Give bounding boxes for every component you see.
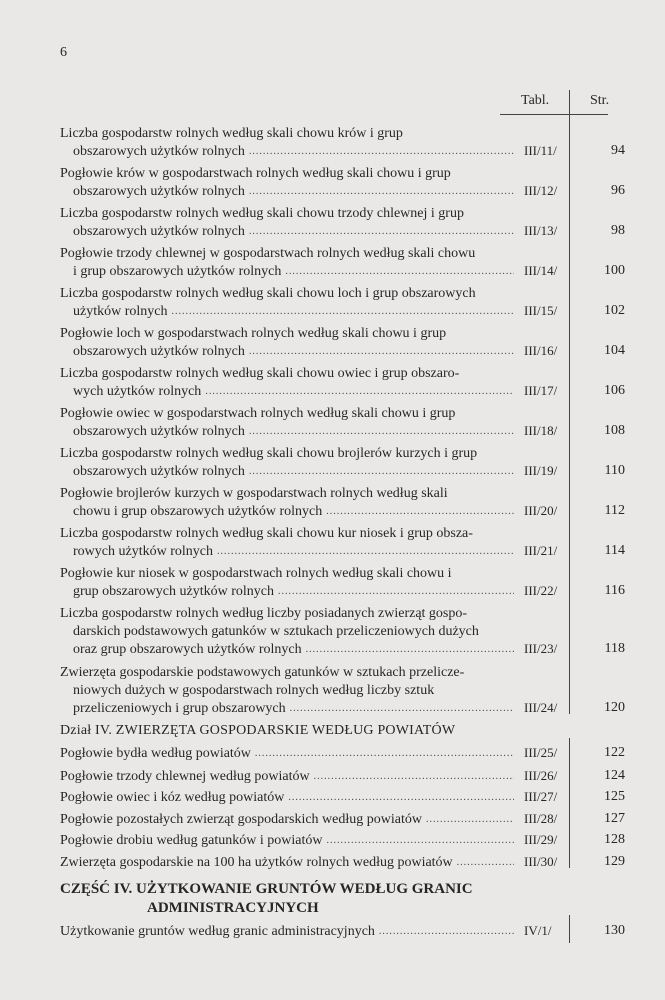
toc-entry (60, 445, 518, 481)
page-ref: 102 (604, 303, 625, 318)
toc-entry (60, 768, 518, 786)
toc-entry (60, 365, 518, 401)
table-number: III/17/ (524, 383, 558, 398)
table-number: III/28/ (524, 811, 558, 826)
leader-dots (249, 423, 514, 441)
table-number: III/19/ (524, 463, 558, 478)
leader-dots (288, 789, 514, 807)
page-ref: 110 (604, 463, 625, 478)
leader-dots (457, 854, 514, 872)
toc-entry (60, 245, 518, 281)
toc-entry (60, 405, 518, 441)
table-number: III/18/ (524, 423, 558, 438)
leader-dots (314, 768, 514, 786)
toc-entry-text: Liczba gospodarstw rolnych według liczby posiadanych zwierząt gospo- (60, 606, 468, 621)
toc-entry (60, 811, 518, 829)
table-number: III/11/ (524, 143, 557, 158)
toc-entry-text: Pogłowie loch w gospodarstwach rolnych według skali chowu i grup (60, 326, 447, 341)
leader-dots (278, 583, 514, 601)
toc-entry-text: i grup obszarowych użytków rolnych (73, 264, 282, 279)
page-ref: 94 (611, 143, 625, 158)
leader-dots (249, 343, 514, 361)
table-number: IV/1/ (524, 923, 552, 938)
table-number: III/30/ (524, 854, 558, 869)
toc-entry-text: użytków rolnych (73, 304, 168, 319)
toc-entry-text: niowych dużych w gospodarstwach rolnych według liczby sztuk (73, 683, 435, 698)
leader-dots (249, 223, 514, 241)
leader-dots (249, 183, 514, 201)
toc-entry-text: Liczba gospodarstw rolnych według skali chowu loch i grup obszarowych (60, 286, 476, 301)
toc-entry (60, 565, 518, 601)
toc-entry-text: Pogłowie brojlerów kurzych w gospodarstwach rolnych według skali (60, 486, 448, 501)
toc-entry (60, 325, 518, 361)
toc-entry (60, 525, 518, 561)
table-number: III/21/ (524, 543, 558, 558)
leader-dots (205, 383, 514, 401)
column-divider (569, 915, 570, 943)
leader-dots (290, 700, 514, 718)
table-number: III/12/ (524, 183, 558, 198)
toc-entry-text: Pogłowie trzody chlewnej według powiatów (60, 769, 310, 784)
leader-dots (379, 923, 514, 941)
toc-entry (60, 923, 518, 941)
page-ref: 129 (604, 854, 625, 869)
part-heading (60, 880, 473, 918)
column-divider (569, 738, 570, 868)
table-number: III/16/ (524, 343, 558, 358)
toc-entry-text: obszarowych użytków rolnych (73, 184, 245, 199)
table-number: III/26/ (524, 768, 558, 783)
toc-entry-text: przeliczeniowych i grup obszarowych (73, 701, 286, 716)
leader-dots (306, 641, 514, 659)
page-ref: 122 (604, 745, 625, 760)
toc-entry (60, 125, 518, 161)
page-ref: 127 (604, 811, 625, 826)
toc-entry-text: Pogłowie kur niosek w gospodarstwach rolnych według skali chowu i (60, 566, 452, 581)
table-number: III/22/ (524, 583, 558, 598)
page-ref: 120 (604, 700, 625, 715)
toc-entry-text: Liczba gospodarstw rolnych według skali chowu trzody chlewnej i grup (60, 206, 464, 221)
leader-dots (426, 811, 514, 829)
page-ref: 128 (604, 832, 625, 847)
toc-entry-text: Liczba gospodarstw rolnych według skali chowu owiec i grup obszaro- (60, 366, 460, 381)
toc-entry-text: Pogłowie drobiu według gatunków i powiatów (60, 833, 323, 848)
page-ref: 118 (604, 641, 625, 656)
table-number: III/29/ (524, 832, 558, 847)
page-ref: 116 (604, 583, 625, 598)
toc-entry-text: obszarowych użytków rolnych (73, 344, 245, 359)
toc-entry-text: Liczba gospodarstw rolnych według skali chowu kur niosek i grup obsza- (60, 526, 473, 541)
page-ref: 125 (604, 789, 625, 804)
table-number: III/23/ (524, 641, 558, 656)
column-header-str: Str. (590, 93, 610, 108)
toc-entry-text: wych użytków rolnych (73, 384, 202, 399)
toc-entry-text: Pogłowie krów w gospodarstwach rolnych według skali chowu i grup (60, 166, 451, 181)
table-number: III/27/ (524, 789, 558, 804)
toc-entry (60, 485, 518, 521)
toc-entry-text: Użytkowanie gruntów według granic administracyjnych (60, 924, 375, 939)
page-ref: 104 (604, 343, 625, 358)
column-divider (569, 90, 570, 714)
leader-dots (255, 745, 514, 763)
toc-entry-text: obszarowych użytków rolnych (73, 224, 245, 239)
toc-entry-text: Zwierzęta gospodarskie na 100 ha użytków rolnych według powiatów (60, 855, 453, 870)
toc-entry-text: Liczba gospodarstw rolnych według skali chowu brojlerów kurzych i grup (60, 446, 478, 461)
table-number: III/25/ (524, 745, 558, 760)
part-heading-line2: ADMINISTRACYJNYCH (147, 900, 319, 916)
page-ref: 106 (604, 383, 625, 398)
toc-entry (60, 165, 518, 201)
leader-dots (326, 503, 514, 521)
page-ref: 100 (604, 263, 625, 278)
toc-entry (60, 605, 518, 659)
leader-dots (249, 463, 514, 481)
column-header-tabl: Tabl. (521, 93, 550, 108)
toc-entry (60, 832, 518, 850)
toc-entry-text: obszarowych użytków rolnych (73, 144, 245, 159)
toc-entry (60, 285, 518, 321)
table-number: III/13/ (524, 223, 558, 238)
toc-entry-text: Pogłowie bydła według powiatów (60, 746, 251, 761)
leader-dots (249, 143, 514, 161)
leader-dots (171, 303, 514, 321)
page-ref: 98 (611, 223, 625, 238)
toc-entry-text: grup obszarowych użytków rolnych (73, 584, 275, 599)
table-number: III/20/ (524, 503, 558, 518)
toc-entry-text: Pogłowie owiec w gospodarstwach rolnych według skali chowu i grup (60, 406, 456, 421)
toc-entry (60, 664, 518, 718)
toc-entry-text: Liczba gospodarstw rolnych według skali chowu krów i grup (60, 126, 403, 141)
page-ref: 114 (604, 543, 625, 558)
page-ref: 96 (611, 183, 625, 198)
toc-entry-text: obszarowych użytków rolnych (73, 424, 245, 439)
table-number: III/15/ (524, 303, 558, 318)
toc-entry (60, 745, 518, 763)
table-number: III/14/ (524, 263, 558, 278)
table-number: III/24/ (524, 700, 558, 715)
toc-entry-text: Pogłowie owiec i kóz według powiatów (60, 790, 285, 805)
toc-entry-text: obszarowych użytków rolnych (73, 464, 245, 479)
toc-entry-text: chowu i grup obszarowych użytków rolnych (73, 504, 323, 519)
page-number: 6 (60, 45, 67, 60)
leader-dots (326, 832, 514, 850)
page-ref: 130 (604, 923, 625, 938)
page-ref: 124 (604, 768, 625, 783)
toc-entry-text: Pogłowie trzody chlewnej w gospodarstwach rolnych według skali chowu (60, 246, 476, 261)
leader-dots (217, 543, 514, 561)
toc-entry-text: oraz grup obszarowych użytków rolnych (73, 642, 302, 657)
part-heading-line1: CZĘŚĆ IV. UŻYTKOWANIE GRUNTÓW WEDŁUG GRANIC (60, 881, 473, 897)
page-ref: 112 (604, 503, 625, 518)
header-rule (500, 114, 608, 115)
toc-entry (60, 789, 518, 807)
leader-dots (285, 263, 514, 281)
toc-entry-text: Zwierzęta gospodarskie podstawowych gatunków w sztukach przelicze- (60, 665, 465, 680)
toc-entry-text: darskich podstawowych gatunków w sztukach przeliczeniowych dużych (73, 624, 479, 639)
toc-entry (60, 854, 518, 872)
page-ref: 108 (604, 423, 625, 438)
section-heading: Dział IV. ZWIERZĘTA GOSPODARSKIE WEDŁUG POWIATÓW (60, 723, 456, 738)
toc-entry-text: Pogłowie pozostałych zwierząt gospodarskich według powiatów (60, 812, 422, 827)
toc-entry (60, 205, 518, 241)
toc-entry-text: rowych użytków rolnych (73, 544, 213, 559)
